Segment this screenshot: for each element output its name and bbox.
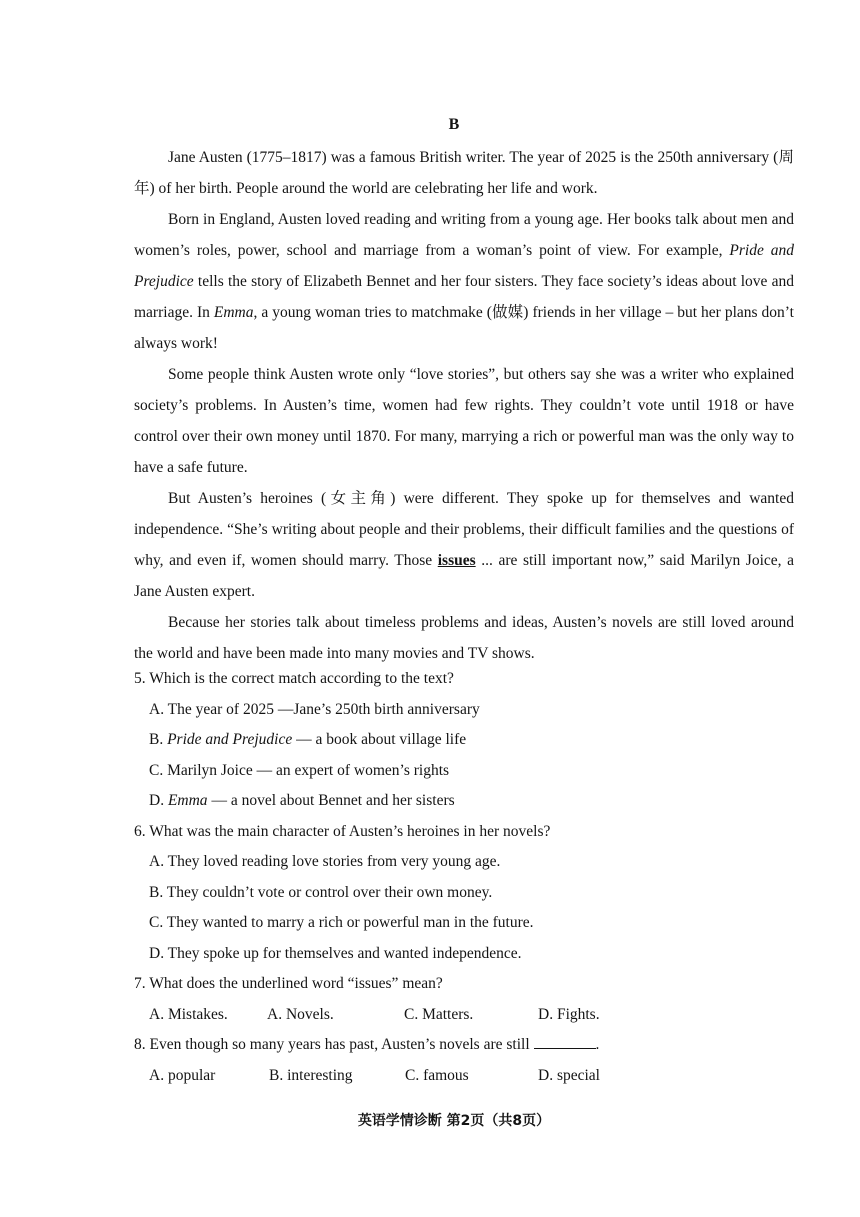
question-7-options (149, 1000, 794, 1031)
question-8-option-d[interactable]: D. special (538, 1066, 600, 1084)
book-title-pride-and-prejudice: Pride and Prejudice (134, 242, 795, 290)
question-6-option-b[interactable]: B. They couldn’t vote or control over their own money. (149, 883, 493, 901)
book-title-emma: Emma (213, 304, 254, 321)
passage-paragraph-5: Because her stories talk about timeless problems and ideas, Austen’s novels are still loved around the world and have been made into many movies and TV shows. (134, 614, 794, 662)
question-list (134, 664, 794, 1091)
question-6-option-d[interactable]: D. They spoke up for themselves and wanted independence. (149, 944, 522, 962)
question-6-stem: 6. What was the main character of Austen’s heroines in her novels? (134, 822, 551, 840)
passage-paragraph-4: But Austen’s heroines (女主角) were different. They spoke up for themselves and wanted independence. “She’s writing about people and their problems, their difficult families and the questions of why, and even if, women should marry. Those issues ... are still important now,” said Marilyn Joice, a Jane Austen expert. (134, 490, 794, 600)
question-8-option-a[interactable]: A. popular (149, 1066, 216, 1084)
question-7-option-b[interactable]: A. Novels. (267, 1005, 334, 1023)
answer-blank[interactable] (534, 1034, 596, 1049)
question-7-option-a[interactable]: A. Mistakes. (149, 1005, 228, 1023)
question-5-option-b[interactable]: B. Pride and Prejudice — a book about village life (149, 731, 467, 748)
passage-paragraph-2: Born in England, Austen loved reading and writing from a young age. Her books talk about men and women’s roles, power, school and marriage from a woman’s point of view. For example, Pride and Prejudice tells the story of Elizabeth Bennet and her four sisters. They face society’s ideas about love and marriage. In Emma, a young woman tries to matchmake (做媒) friends in her village – but her plans don’t always work! (134, 211, 795, 352)
question-7-option-d[interactable]: D. Fights. (538, 1005, 600, 1023)
question-6-option-c[interactable]: C. They wanted to marry a rich or powerful man in the future. (149, 914, 534, 931)
reading-passage (134, 142, 794, 669)
question-5-stem: 5. Which is the correct match according to the text? (134, 670, 454, 687)
question-5-option-c[interactable]: C. Marilyn Joice — an expert of women’s rights (149, 761, 450, 779)
question-5-option-d[interactable]: D. Emma — a novel about Bennet and her sisters (149, 792, 455, 809)
passage-paragraph-3: Some people think Austen wrote only “love stories”, but others say she was a writer who explained society’s problems. In Austen’s time, women had few rights. They couldn’t vote until 1918 or have control over their own money until 1870. For many, marrying a rich or powerful man was the only way to have a safe future. (134, 366, 794, 476)
question-8-option-b[interactable]: B. interesting (269, 1066, 353, 1084)
section-heading: B (448, 116, 460, 133)
question-8-stem: 8. Even though so many years has past, Austen’s novels are still . (134, 1036, 600, 1053)
question-7-option-c[interactable]: C. Matters. (404, 1005, 474, 1023)
question-7-stem: 7. What does the underlined word “issues” mean? (134, 975, 443, 992)
question-6-option-a[interactable]: A. They loved reading love stories from very young age. (149, 853, 501, 870)
underlined-word-issues: issues (437, 552, 476, 569)
question-5-option-a[interactable]: A. The year of 2025 —Jane’s 250th birth anniversary (149, 700, 480, 718)
passage-paragraph-1: Jane Austen (1775–1817) was a famous British writer. The year of 2025 is the 250th anniversary (周年) of her birth. People around the world are celebrating her life and work. (134, 149, 794, 197)
question-8-option-c[interactable]: C. famous (405, 1066, 469, 1084)
page-footer: 英语学情诊断 第2页（共8页） (357, 1113, 551, 1129)
question-8-options (149, 1061, 794, 1092)
